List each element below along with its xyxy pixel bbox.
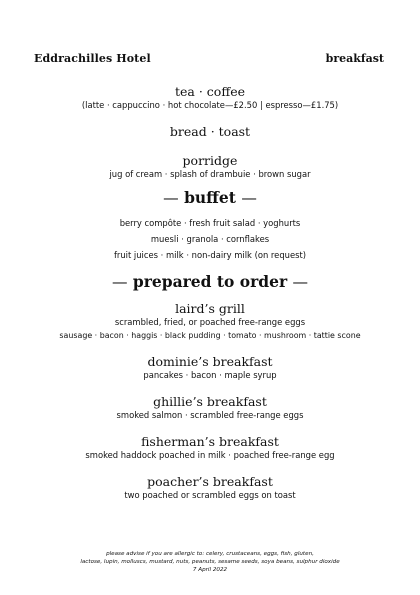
menu-header [34, 52, 384, 65]
section-description: two poached or scrambled eggs on toast [124, 490, 296, 500]
prepared-heading [0, 272, 420, 292]
section-description: smoked salmon · scrambled free-range eggs [116, 410, 304, 420]
buffet-heading [0, 188, 420, 208]
hotel-name: Eddrachilles Hotel [34, 52, 151, 65]
heading-dash: — [241, 189, 257, 207]
section-porridge [0, 153, 420, 181]
buffet-line: berry compôte · fresh fruit salad · yoghurts [119, 218, 301, 228]
allergy-note-line: please advise if you are allergic to: celery, crustaceans, eggs, fish, gluten, [106, 551, 314, 557]
section-description: sausage · bacon · haggis · black pudding · tomato · mushroom · tattie scone [59, 331, 361, 340]
section-title: fisherman’s breakfast [141, 434, 279, 449]
allergy-footer [0, 550, 420, 574]
section-title: tea · coffee [175, 84, 245, 99]
section-poachers-breakfast [0, 474, 420, 502]
section-description: (latte · cappuccino · hot chocolate—£2.50 | espresso—£1.75) [81, 100, 339, 110]
menu-date: 7 April 2022 [192, 567, 228, 573]
section-dominies-breakfast [0, 354, 420, 382]
menu-content [0, 84, 420, 502]
section-title: prepared to order [132, 272, 288, 291]
section-lairds-grill [0, 301, 420, 342]
section-description: smoked haddock poached in milk · poached free-range egg [85, 450, 335, 460]
allergy-note-line: lactose, lupin, molluscs, mustard, nuts, peanuts, sesame seeds, soya beans, sulphur dioxide [80, 559, 340, 565]
buffet-line: fruit juices · milk · non-dairy milk (on request) [113, 250, 307, 260]
section-bread-toast [0, 124, 420, 139]
section-ghillies-breakfast [0, 394, 420, 422]
section-title: porridge [182, 153, 238, 168]
section-tea-coffee [0, 84, 420, 112]
section-description: jug of cream · splash of drambuie · brown sugar [109, 169, 311, 179]
section-title: buffet [184, 188, 236, 207]
section-description: scrambled, fried, or poached free-range eggs [114, 317, 306, 327]
section-buffet [0, 188, 420, 263]
section-prepared-to-order [0, 272, 420, 292]
meal-title: breakfast [325, 52, 384, 65]
heading-dash: — [292, 273, 309, 291]
section-fishermans-breakfast [0, 434, 420, 462]
heading-dash: — [111, 273, 128, 291]
section-title: poacher’s breakfast [147, 474, 273, 489]
heading-dash: — [163, 189, 179, 207]
section-title: laird’s grill [175, 301, 245, 316]
section-title: dominie’s breakfast [147, 354, 273, 369]
section-title: bread · toast [169, 124, 251, 139]
buffet-line: muesli · granola · cornflakes [150, 234, 270, 244]
section-title: ghillie’s breakfast [153, 394, 267, 409]
section-description: pancakes · bacon · maple syrup [143, 370, 277, 380]
